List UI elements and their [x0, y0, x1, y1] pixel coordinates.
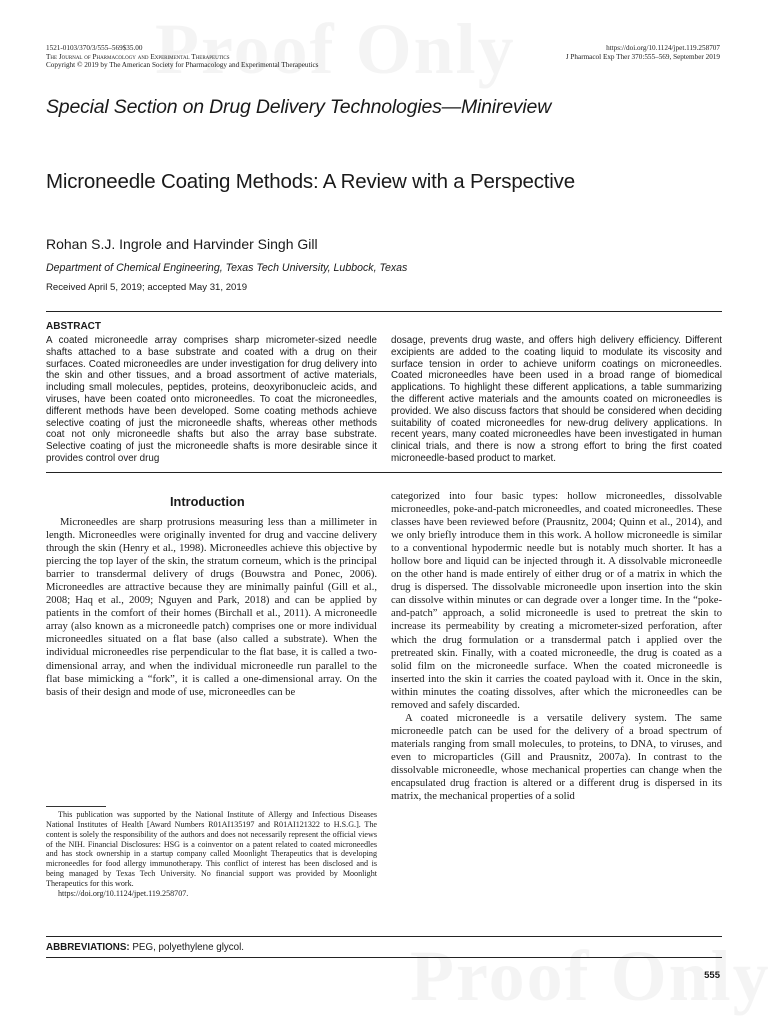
- footnote: [46, 810, 377, 899]
- abbreviations-label: ABBREVIATIONS:: [46, 942, 130, 953]
- abstract-right-column: dosage, prevents drug waste, and offers high delivery efficiency. Different excipients are added to the coating liquid to modulate its viscosity and surface tension in order to achieve uniform coatings on microneedles. Coated microneedles have been used in a broad range of biomedical applications. To highlight these different applications, a table summarizing the different active materials and the amounts coated on microneedles is provided. We also discuss factors that should be considered when deciding suitability of coated microneedles for new-drug delivery applications. In recent years, many coated microneedles have been investigated in human clinical trials, and there is now a strong effort to bring the first coated microneedle-based product to market.: [391, 335, 722, 464]
- abstract-top-rule: [46, 311, 722, 312]
- abstract-bottom-rule: [46, 472, 722, 473]
- intro-paragraph-2: A coated microneedle is a versatile delivery system. The same microneedle patch can be used for the delivery of a broad spectrum of materials ranging from small molecules, to proteins, to DNA, to viruses, and even to microparticles (Gill and Prausnitz, 2007a). In contrast to the dissolvable microneedle, whose mechanical properties can change when the encapsulated drug fraction is altered or a different drug is dispersed in its matrix, the mechanical properties of a solid: [391, 712, 722, 803]
- citation: J Pharmacol Exp Ther 370:555–569, September 2019: [565, 52, 720, 61]
- abbreviations-bottom-rule: [46, 957, 722, 958]
- abbreviations-text: PEG, polyethylene glycol.: [132, 942, 245, 953]
- funding-note: This publication was supported by the National Institute of Allergy and Infectious Diseases National Institutes of Health [Award Numbers R01AI135197 and R01AI121322 to H.S.G.]. The content is solely the responsibility of the authors and does not necessarily represent the official views of the NIH. Financial Disclosures: HSG is a coinventor on a patent related to coated microneedles and has stock ownership in a startup company called Moonlight Therapeutics that is developing microneedles for food allergy immunotherapy. This conflict of interest has been disclosed and is being managed by Texas Tech University. No financial support was provided by Moonlight Therapeutics for this work.: [46, 810, 377, 888]
- footnote-rule: [46, 806, 106, 807]
- abbreviations-top-rule: [46, 936, 722, 937]
- body-right-column: [391, 490, 722, 803]
- running-header-right: [566, 44, 720, 61]
- introduction-heading: Introduction: [170, 494, 245, 509]
- body-left-column: [46, 516, 377, 699]
- copyright: Copyright © 2019 by The American Society for Pharmacology and Experimental Therapeutics: [46, 61, 319, 70]
- footnote-doi[interactable]: https://doi.org/10.1124/jpet.119.258707.: [58, 888, 189, 898]
- intro-paragraph-1: Microneedles are sharp protrusions measuring less than a millimeter in length. Microneedles were originally invented for drug and vaccine delivery through the skin (Henry et al., 1998). Microneedles achieve this objective by piercing the top layer of the skin, the stratum corneum, which is the principal barrier to transdermal delivery of drugs (Bouwstra and Ponec, 2006). Microneedles are attractive because they are minimally painful (Gill et al., 2008; Haq et al., 2009; Nguyen and Park, 2018) and can be applied by patients in the comfort of their homes (Birchall et al., 2011). A microneedle array (also known as a microneedle patch) comprises one or more individual microneedles situated on a flat base (also called a substrate). When the individual microneedles rise perpendicular to the flat base, it is called a two-dimensional array, and when the individual microneedle run parallel to the flat base mimicking a “fork”, it is called a one-dimensional array. On the basis of their design and mode of use, microneedles can be: [46, 517, 377, 698]
- abstract-left-column: A coated microneedle array comprises sharp micrometer-sized needle shafts attached to a base substrate and coated with a drug on their surfaces. Coated microneedles are under investigation for drug delivery into the skin and other tissues, and a broad assortment of active materials, including small molecules, peptides, proteins, deoxyribonucleic acids, and viruses, have been coated onto microneedles. To coat the microneedles, different methods have been developed. Some coating methods achieve selective coating of just the microneedle shafts, whereas other methods coat not only microneedle shafts but also the array base substrate. Selective coating of just the microneedle shafts is more desirable since it provides control over drug: [46, 335, 377, 464]
- issn: 1521-0103/370/3/555–569$35.00: [46, 44, 143, 52]
- section-title: Special Section on Drug Delivery Technologies—Minireview: [46, 96, 552, 118]
- doi-link[interactable]: https://doi.org/10.1124/jpet.119.258707: [606, 44, 720, 52]
- running-header-left: [46, 44, 318, 70]
- intro-paragraph-1-continued: categorized into four basic types: hollow microneedles, dissolvable microneedles, poke-and-patch microneedles, and coated microneedles. These classes have been reviewed before (Prausnitz, 2004; Quinn et al., 2014), and we only briefly introduce them in this work. A hollow microneedle is similar to a conventional hypodermic needle but is notably much shorter. It has a hollow bore and liquid can be injected through it. A dissolvable microneedle on the other hand is made entirely of either drug or of a matrix in which the drug is dispersed. The dissolvable microneedle upon insertion into the skin can dissolve within minutes or can degrade over a longer time. In the “poke-and-patch” approach, a solid microneedle is used to pretreat the skin to increase its permeability by creating a micrometer-sized perforation, after which the drug formulation or a transdermal patch i applied over the pretreated skin. Finally, with a coated microneedle, the drug is coated as a solid film on the microneedle surface. When the coated microneedle is inserted into the skin it carries the coated payload with it. Once in the skin, within minutes the coating dissolves, after which the microneedles can be removed and safely discarded.: [391, 491, 722, 711]
- page-number: 555: [704, 970, 720, 981]
- authors: Rohan S.J. Ingrole and Harvinder Singh Gill: [46, 236, 318, 252]
- received-date: Received April 5, 2019; accepted May 31, 2019: [46, 282, 248, 293]
- article-title: Microneedle Coating Methods: A Review with a Perspective: [46, 170, 575, 193]
- abstract-heading: ABSTRACT: [46, 321, 101, 332]
- affiliation: Department of Chemical Engineering, Texas Tech University, Lubbock, Texas: [46, 262, 408, 274]
- journal-name: The Journal of Pharmacology and Experimental Therapeutics: [46, 52, 230, 61]
- abbreviations: [46, 942, 244, 953]
